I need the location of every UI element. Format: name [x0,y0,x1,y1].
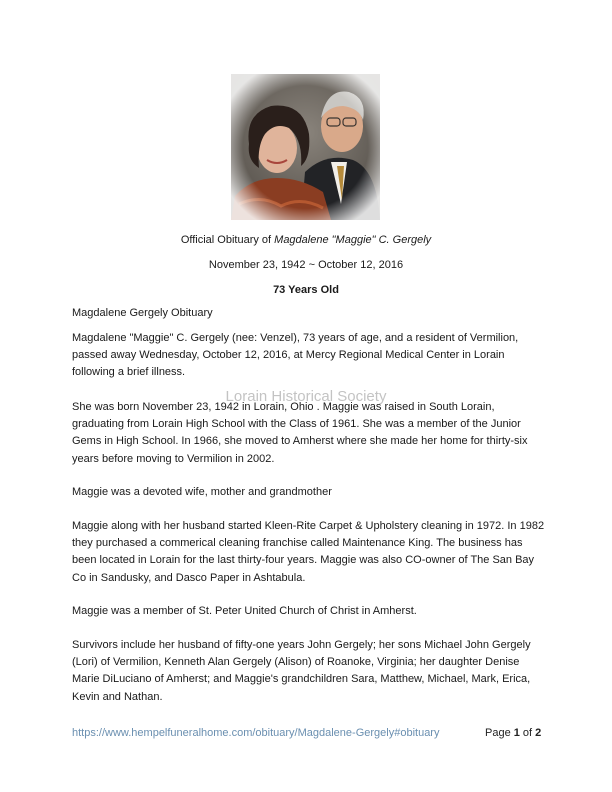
page-total: 2 [535,727,542,739]
paragraph-survivors: Survivors include her husband of fifty-one years John Gergely; her sons Michael John Gergely (Lori) of Vermilion, Kenneth Alan Gergely (Alison) of Roanoke, Virginia; her daughter Denise Marie DiLuciano of Amherst; and Maggie's grandchildren Sara, Matthew, Michael, Mark, Erica, Kevin and Nathan. [72,639,531,703]
obituary-heading: Magdalene Gergely Obituary [72,307,213,319]
life-dates: November 23, 1942 ~ October 12, 2016 [208,259,404,271]
paragraph-intro: Magdalene "Maggie" C. Gergely (nee: Venzel), 73 years of age, and a resident of Vermilion, passed away Wednesday, October 12, 2016, at Mercy Regional Medical Center in Lorain following a brief illness. [72,332,519,379]
obituary-title [0,234,612,246]
page-of: of [519,727,536,739]
title-prefix: Official Obituary of [180,234,275,246]
age-label: 73 Years Old [273,284,339,296]
page-word: Page [485,727,514,739]
portrait-photo [231,74,380,220]
paragraph-business: Maggie along with her husband started Kleen-Rite Carpet & Upholstery cleaning in 1972. In 1982 they purchased a commerical cleaning franchise called Maintenance King. The business has been located in Lorain for the last thirty-four years. Maggie was also CO-owner of The San Bay Co in Sandusky, and Dasco Paper in Ashtabula. [72,520,545,584]
title-name: Magdalene "Maggie" C. Gergely [274,234,432,246]
source-link[interactable]: https://www.hempelfuneralhome.com/obituary/Magdalene-Gergely#obituary [72,727,440,739]
watermark: Lorain Historical Society [225,388,387,405]
paragraph-church: Maggie was a member of St. Peter United Church of Christ in Amherst. [72,605,417,617]
paragraph-early-life: She was born November 23, 1942 in Lorain, Ohio . Maggie was raised in South Lorain, graduating from Lorain High School with the Class of 1961. She was a member of the Junior Gems in High School. In 1966, she moved to Amherst where she made her home for thirty-six years before moving to Vermilion in 2002. [72,401,528,465]
page-current: 1 [513,727,520,739]
page-indicator [485,727,541,739]
paragraph-devoted: Maggie was a devoted wife, mother and grandmother [72,486,332,498]
